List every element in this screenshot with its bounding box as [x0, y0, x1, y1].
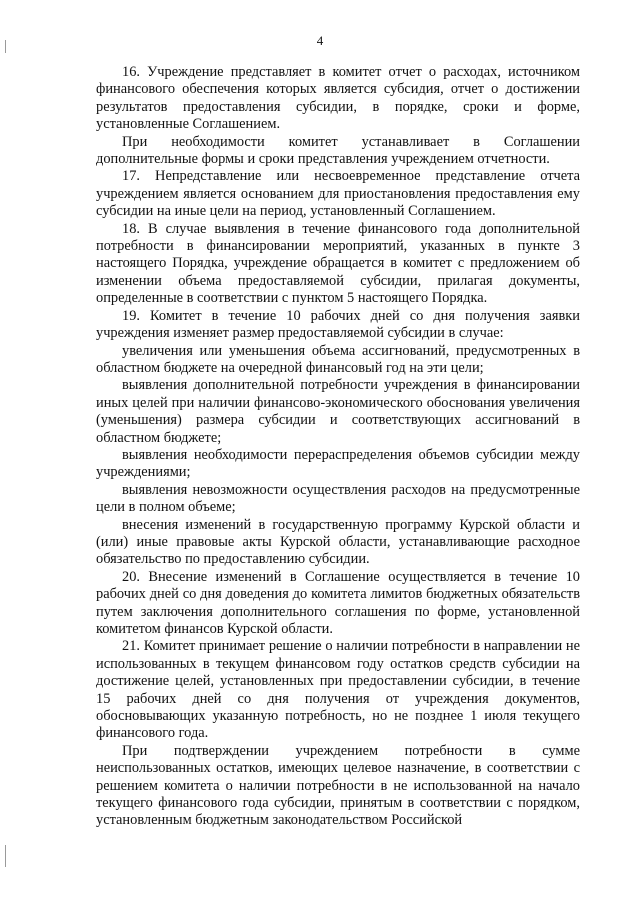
- paragraph-19-case-1: увеличения или уменьшения объема ассигнований, предусмотренных в областном бюджете на очередной финансовый год на эти цели;: [96, 342, 580, 376]
- paragraph-16-note: При необходимости комитет устанавливает в Соглашении дополнительные формы и сроки представления учреждением отчетности.: [96, 133, 580, 168]
- paragraph-16: 16. Учреждение представляет в комитет отчет о расходах, источником финансового обеспечения которых является субсидия, отчет о достижении результатов предоставления субсидии, в порядке, сроки и форме, установленные Соглашением.: [96, 64, 580, 133]
- paragraph-18: 18. В случае выявления в течение финансового года дополнительной потребности в финансировании мероприятий, указанных в пункте 3 настоящего Порядка, учреждение обращается в комитет с предложением об изменении объема предоставляемой субсидии, прилагая документы, определенные в соответствии с пунктом 5 настоящего Порядка.: [96, 220, 580, 307]
- paragraph-19: 19. Комитет в течение 10 рабочих дней со дня получения заявки учреждения изменяет размер предоставляемой субсидии в случае:: [96, 307, 580, 342]
- paragraph-19-case-5: внесения изменений в государственную программу Курской области и (или) иные правовые акты Курской области, устанавливающие расходное обязательство по предоставлению субсидии.: [96, 516, 580, 568]
- paragraph-17: 17. Непредставление или несвоевременное представление отчета учреждением является основанием для приостановления предоставления ему субсидии на иные цели на период, установленный Соглашением.: [96, 168, 580, 220]
- paragraph-19-case-4: выявления невозможности осуществления расходов на предусмотренные цели в полном объеме;: [96, 481, 580, 516]
- document-body: [96, 64, 580, 830]
- paragraph-19-case-3: выявления необходимости перераспределения объемов субсидии между учреждениями;: [96, 446, 580, 481]
- paragraph-21-continuation: При подтверждении учреждением потребности в сумме неиспользованных остатков, имеющих целевое назначение, в соответствии с решением комитета о наличии потребности в не использованной на начало текущего финансового года субсидии, принятым в соответствии с порядком, установленным бюджетным законодательством Российской: [96, 742, 580, 829]
- paragraph-19-case-2: выявления дополнительной потребности учреждения в финансировании иных целей при наличии финансово-экономического обоснования увеличения (уменьшения) размера субсидии и соответствующих ассигнований в областном бюджете;: [96, 377, 580, 446]
- scan-edge-mark: [5, 845, 6, 867]
- paragraph-21: 21. Комитет принимает решение о наличии потребности в направлении не использованных в текущем финансовом году остатков средств субсидии на достижение целей, установленных при предоставлении субсидии, в течение 15 рабочих дней со дня получения от учреждения документов, обосновывающих указанную потребность, но не позднее 1 июля текущего финансового года.: [96, 638, 580, 742]
- page-number: 4: [316, 33, 324, 48]
- paragraph-20: 20. Внесение изменений в Соглашение осуществляется в течение 10 рабочих дней со дня доведения до комитета лимитов бюджетных обязательств путем заключения дополнительного соглашения по форме, установленной комитетом финансов Курской области.: [96, 568, 580, 637]
